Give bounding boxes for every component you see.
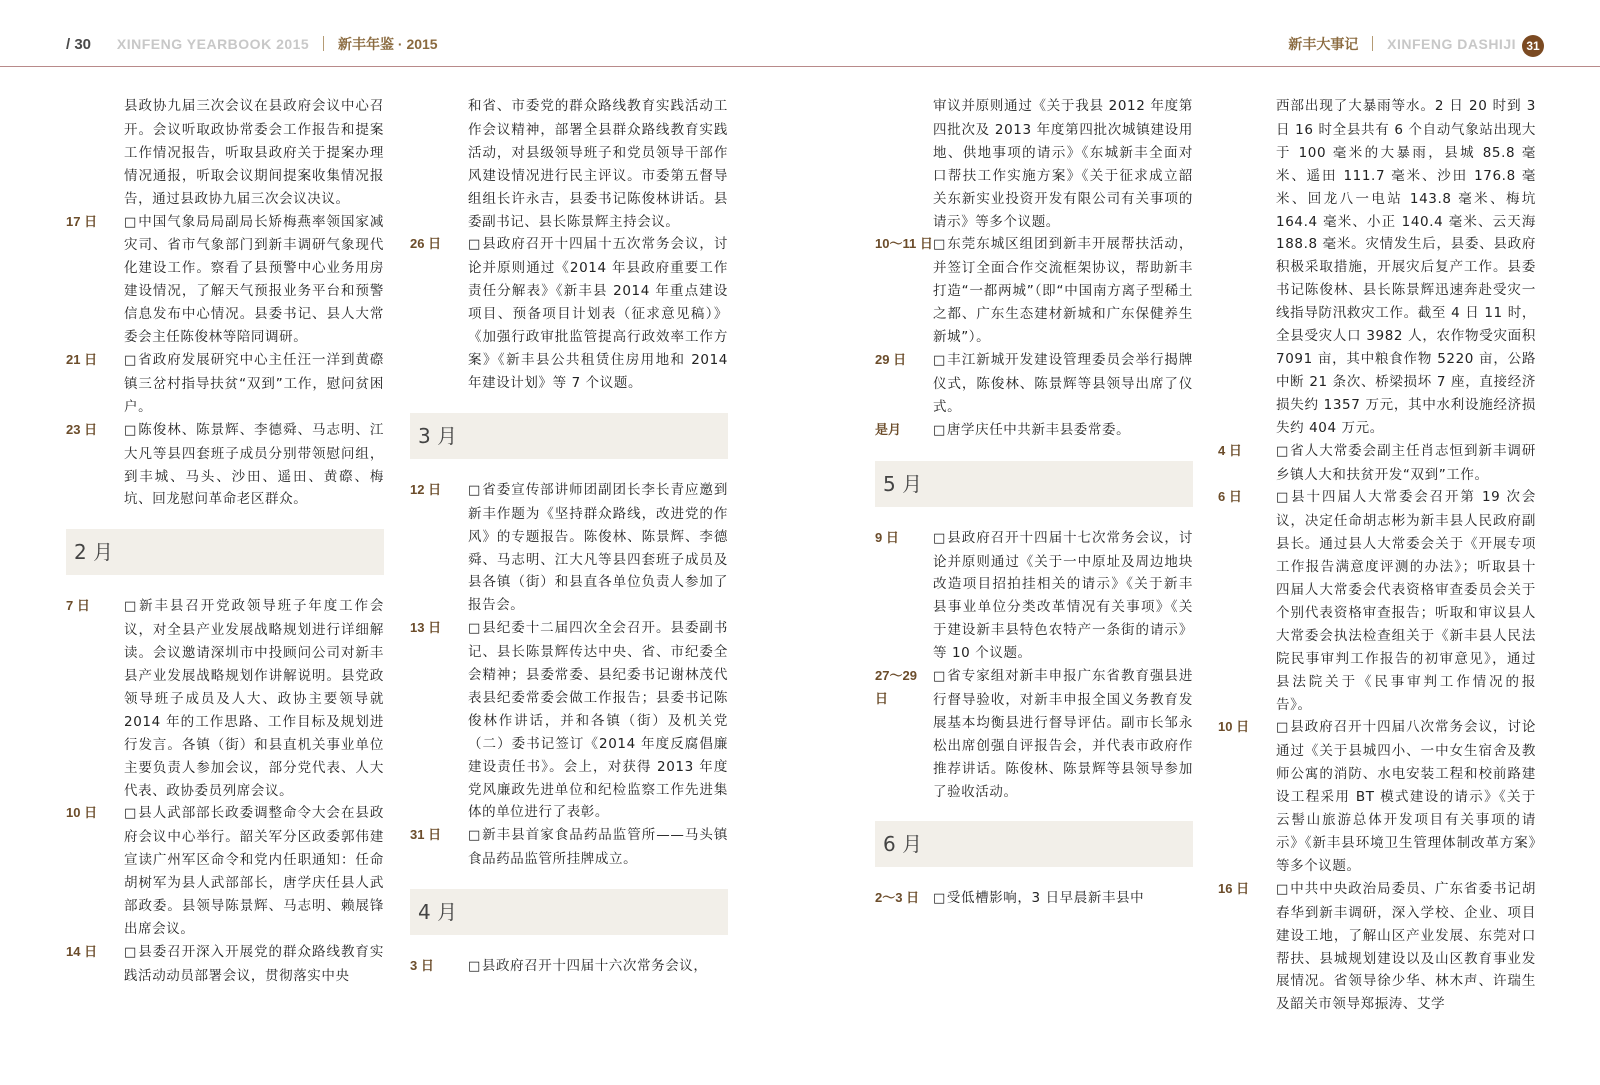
event-date: 21 日 xyxy=(66,351,98,367)
event-date xyxy=(875,95,933,233)
event-entry xyxy=(1218,440,1536,487)
event-date: 7 日 xyxy=(66,598,90,614)
event-entry xyxy=(1218,95,1536,440)
event-entry xyxy=(875,665,1193,803)
event-text: □ 新丰县召开党政领导班子年度工作会议，对全县产业发展战略规划进行详细解读。会议邀请深圳市中投顾问公司对新丰县产业发展战略规划作讲解说明。县党政领导班子成员及人大、政协主要领导就 2014 年的工作思路、工作目标及规划进行发言。各镇（街）和县直机关事业单位主要负责人参加会议，部分党代表、人大代表、政协委员列席会议。 xyxy=(124,595,384,802)
event-date: 10 日 xyxy=(66,805,98,821)
event-date: 31 日 xyxy=(410,827,442,843)
event-text: □ 省委宣传部讲师团副团长李长青应邀到新丰作题为《坚持群众路线，改进党的作风》的专题报告。陈俊林、陈景辉、李德舜、马志明、江大凡等县四套班子成员及县各镇（街）和县直各单位负责人参加了报告会。 xyxy=(468,479,728,617)
event-entry xyxy=(410,824,728,871)
event-text: □ 县政府召开十四届十六次常务会议， xyxy=(468,955,728,979)
event-date xyxy=(1218,95,1276,440)
event-entry xyxy=(66,941,384,988)
yearbook-english-title: XINFENG YEARBOOK 2015 xyxy=(116,36,310,52)
event-entry xyxy=(875,527,1193,665)
event-text: □ 省专家组对新丰申报广东省教育强县进行督导验收，对新丰申报全国义务教育发展基本均衡县进行督导评估。副市长邹永松出席创强自评报告会，并代表市政府作推荐讲话。陈俊林、陈景辉等县领导参加了验收活动。 xyxy=(933,665,1193,803)
event-date: 17 日 xyxy=(66,213,98,229)
column-2 xyxy=(410,95,728,979)
event-text: □ 新丰县首家食品药品监管所——马头镇食品药品监管所挂牌成立。 xyxy=(468,824,728,871)
event-date: 4 日 xyxy=(1218,442,1242,458)
month-heading: 4 月 xyxy=(410,889,728,935)
event-date xyxy=(410,95,468,233)
event-date: 10 日 xyxy=(1218,719,1250,735)
event-entry xyxy=(1218,878,1536,1016)
event-entry xyxy=(1218,486,1536,716)
event-text: □ 县十四届人大常委会召开第 19 次会议，决定任命胡志彬为新丰县人民政府副县长。通过县人大常委会关于《开展专项工作报告满意度评测的办法》；听取县十四届人大常委会代表资格审查委员会关于个别代表资格审查报告；听取和审议县人大常委会执法检查组关于《新丰县人民法院民事审判工作报告的初审意见》，通过县法院关于《民事审判工作情况的报告》。 xyxy=(1276,486,1536,716)
event-text: □ 县人武部部长政委调整命令大会在县政府会议中心举行。韶关军分区政委郭伟建宣读广州军区命令和党内任职通知：任命胡树军为县人武部部长，唐学庆任县人武部政委。县领导陈景辉、马志明、赖展锋出席会议。 xyxy=(124,802,384,940)
month-heading: 2 月 xyxy=(66,529,384,575)
section-english-title: XINFENG DASHIJI xyxy=(1387,36,1516,52)
event-text: □ 唐学庆任中共新丰县委常委。 xyxy=(933,419,1193,443)
event-text: □ 中共中央政治局委员、广东省委书记胡春华到新丰调研，深入学校、企业、项目建设工地，了解山区产业发展、东莞对口帮扶、县城规划建设以及山区教育事业发展情况。省领导徐少华、林木声、许瑞生及韶关市领导郑振涛、艾学 xyxy=(1276,878,1536,1016)
event-date: 14 日 xyxy=(66,943,98,959)
event-text: □ 省人大常委会副主任肖志恒到新丰调研乡镇人大和扶贫开发“双到”工作。 xyxy=(1276,440,1536,487)
event-text: □ 县政府召开十四届十五次常务会议，讨论并原则通过《2014 年县政府重要工作责任分解表》《新丰县 2014 年重点建设项目、预备项目计划表（征求意见稿）》《加强行政审批监管提高行政效率工作方案》《新丰县公共租赁住房用地和 2014 年建设计划》等 7 个议题。 xyxy=(468,233,728,394)
event-text: □ 丰江新城开发建设管理委员会举行揭牌仪式，陈俊林、陈景辉等县领导出席了仪式。 xyxy=(933,349,1193,419)
section-chinese-title: 新丰大事记 xyxy=(1288,36,1359,52)
event-entry xyxy=(66,802,384,940)
event-entry xyxy=(875,887,1193,911)
right-page-header xyxy=(1288,34,1516,54)
event-entry xyxy=(410,617,728,824)
month-heading: 5 月 xyxy=(875,461,1193,507)
event-entry xyxy=(66,95,384,211)
event-entry xyxy=(66,349,384,419)
event-date: 27～29 日 xyxy=(875,668,917,706)
event-text: 审议并原则通过《关于我县 2012 年度第四批次及 2013 年度第四批次城镇建设用地、供地事项的请示》《东城新丰全面对口帮扶工作实施方案》《关于征求成立韶关东新实业投资开发有限公司有关事项的请示》等多个议题。 xyxy=(933,98,1193,230)
event-date: 12 日 xyxy=(410,481,442,497)
event-text: □ 东莞东城区组团到新丰开展帮扶活动，并签订全面合作交流框架协议，帮助新丰打造“一都两城”（即“中国南方离子型稀土之都、广东生态建材新城和广东保健养生新城”）。 xyxy=(933,233,1193,349)
event-text: □ 陈俊林、陈景辉、李德舜、马志明、江大凡等县四套班子成员分别带领慰问组，到丰城、马头、沙田、遥田、黄磜、梅坑、回龙慰问革命老区群众。 xyxy=(124,419,384,512)
event-date: 6 日 xyxy=(1218,489,1242,505)
event-entry xyxy=(410,479,728,617)
yearbook-chinese-title: 新丰年鉴 · 2015 xyxy=(338,36,438,52)
event-date: 9 日 xyxy=(875,529,899,545)
event-text: 和省、市委党的群众路线教育实践活动工作会议精神，部署全县群众路线教育实践活动，对县级领导班子和党员领导干部作风建设情况进行民主评议。市委第五督导组组长许永吉，县委书记陈俊林讲话。县委副书记、县长陈景辉主持会议。 xyxy=(468,98,728,230)
event-date xyxy=(66,95,124,211)
event-entry xyxy=(66,211,384,349)
event-entry xyxy=(875,349,1193,419)
column-4 xyxy=(1218,95,1536,1016)
event-date: 3 日 xyxy=(410,958,434,974)
event-entry xyxy=(875,419,1193,443)
header-divider xyxy=(323,36,324,51)
event-text: □ 县委召开深入开展党的群众路线教育实践活动动员部署会议，贯彻落实中央 xyxy=(124,941,384,988)
event-entry xyxy=(875,95,1193,233)
event-text: 县政协九届三次会议在县政府会议中心召开。会议听取政协常委会工作报告和提案工作情况报告，听取县政府关于提案办理情况通报，听取会议期间提案收集情况报告，通过县政协九届三次会议决议。 xyxy=(124,98,384,207)
event-entry xyxy=(66,595,384,802)
event-entry xyxy=(410,233,728,394)
header-rule xyxy=(0,66,1600,67)
event-text: □ 县政府召开十四届八次常务会议，讨论通过《关于县城四小、一中女生宿舍及教师公寓的消防、水电安装工程和校前路建设工程采用 BT 模式建设的请示》《关于云髻山旅游总体开发项目有关事项的请示》《新丰县环境卫生管理体制改革方案》等多个议题。 xyxy=(1276,716,1536,877)
event-date: 26 日 xyxy=(410,236,442,252)
event-text: □ 县政府召开十四届十七次常务会议，讨论并原则通过《关于一中原址及周边地块改造项目招拍挂相关的请示》《关于新丰县事业单位分类改革情况有关事项》《关于建设新丰县特色农特产一条街的请示》等 10 个议题。 xyxy=(933,527,1193,665)
event-date: 23 日 xyxy=(66,421,98,437)
month-heading: 6 月 xyxy=(875,821,1193,867)
month-heading: 3 月 xyxy=(410,413,728,459)
right-page-number: 31 xyxy=(1522,35,1544,57)
header-divider xyxy=(1372,36,1373,51)
event-text: □ 县纪委十二届四次全会召开。县委副书记、县长陈景辉传达中央、省、市纪委全会精神；县委常委、县纪委书记谢林茂代表县纪委常委会做工作报告；县委书记陈俊林作讲话，并和各镇（街）及机关党（二）委书记签订《2014 年度反腐倡廉建设责任书》。会上，对获得 2013 年度党风廉政先进单位和纪检监察工作先进集体的单位进行了表彰。 xyxy=(468,617,728,824)
event-text: □ 中国气象局局副局长矫梅燕率领国家减灾司、省市气象部门到新丰调研气象现代化建设工作。察看了县预警中心业务用房建设情况，了解天气预报业务平台和预警信息发布中心情况。县委书记、县人大常委会主任陈俊林等陪同调研。 xyxy=(124,211,384,349)
left-page-header xyxy=(66,34,438,54)
event-entry xyxy=(1218,716,1536,877)
event-text: □ 受低槽影响，3 日早晨新丰县中 xyxy=(933,887,1193,911)
left-page-number: / 30 xyxy=(66,36,92,53)
event-date: 是月 xyxy=(875,421,902,437)
event-entry xyxy=(66,419,384,512)
event-entry xyxy=(875,233,1193,349)
event-date: 13 日 xyxy=(410,620,442,636)
event-text: 西部出现了大暴雨等水。2 日 20 时到 3 日 16 时全县共有 6 个自动气象站出现大于 100 毫米的大暴雨，县城 85.8 毫米、遥田 111.7 毫米、沙田 176.8 毫米、回龙八一电站 143.8 毫米、梅坑 164.4 毫米、小正 140.4 毫米、云天海 188.8 毫米。灾情发生后，县委、县政府积极采取措施，开展灾后复产工作。县委书记陈俊林、县长陈景辉迅速奔赴受灾一线指导防汛救灾工作。截至 4 日 11 时，全县受灾人口 3982 人，农作物受灾面积 7091 亩，其中粮食作物 5220 亩，公路中断 21 条次、桥梁损坏 7 座，直接经济损失约 1357 万元，其中水利设施经济损失约 404 万元。 xyxy=(1276,98,1536,436)
event-text: □ 省政府发展研究中心主任汪一洋到黄磜镇三岔村指导扶贫“双到”工作，慰问贫困户。 xyxy=(124,349,384,419)
event-entry xyxy=(410,955,728,979)
event-date: 10～11 日 xyxy=(875,236,933,252)
event-date: 29 日 xyxy=(875,351,907,367)
event-date: 16 日 xyxy=(1218,880,1250,896)
event-entry xyxy=(410,95,728,233)
event-date: 2～3 日 xyxy=(875,890,920,906)
column-1 xyxy=(66,95,384,988)
column-3 xyxy=(875,95,1193,911)
